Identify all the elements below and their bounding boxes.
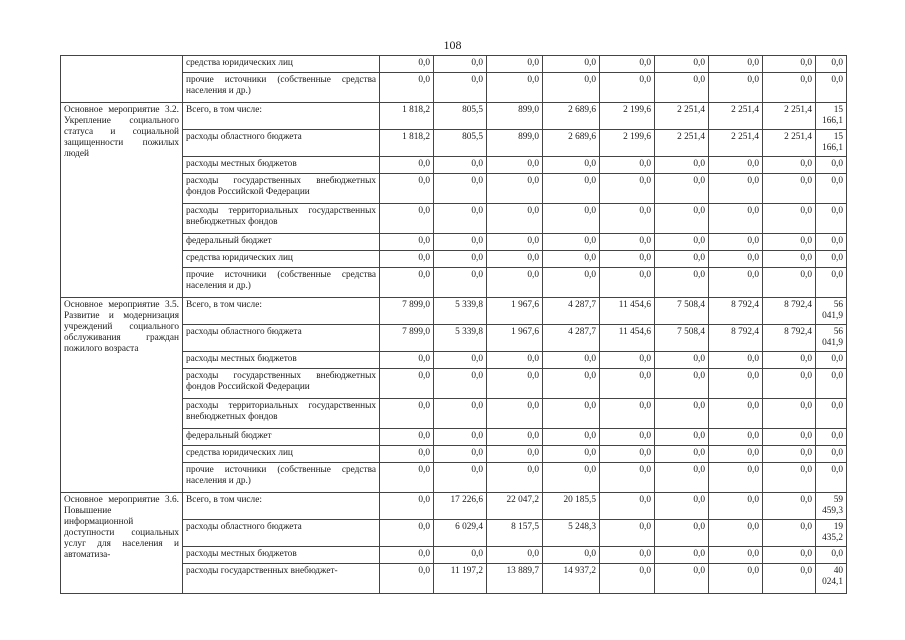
total-value: 0,0 bbox=[816, 204, 847, 234]
table-row bbox=[61, 298, 847, 325]
year-value: 0,0 bbox=[709, 520, 763, 547]
year-value: 0,0 bbox=[655, 463, 709, 493]
year-value: 2 689,6 bbox=[543, 103, 600, 130]
funding-source-label: прочие источники (собственные средства населения и др.) bbox=[183, 268, 380, 298]
year-value: 0,0 bbox=[655, 157, 709, 174]
funding-source-label: средства юридических лиц bbox=[183, 56, 380, 73]
funding-source-label: средства юридических лиц bbox=[183, 446, 380, 463]
year-value: 0,0 bbox=[487, 73, 543, 103]
year-value: 0,0 bbox=[487, 399, 543, 429]
year-value: 0,0 bbox=[600, 446, 655, 463]
total-value: 0,0 bbox=[816, 73, 847, 103]
year-value: 0,0 bbox=[709, 429, 763, 446]
year-value: 0,0 bbox=[380, 268, 434, 298]
year-value: 2 251,4 bbox=[763, 103, 816, 130]
funding-source-label: расходы государственных внебюджетных фондов Российской Федерации bbox=[183, 369, 380, 399]
year-value: 0,0 bbox=[763, 251, 816, 268]
year-value: 0,0 bbox=[655, 352, 709, 369]
year-value: 0,0 bbox=[655, 268, 709, 298]
year-value: 0,0 bbox=[763, 157, 816, 174]
total-value: 0,0 bbox=[816, 446, 847, 463]
year-value: 0,0 bbox=[763, 520, 816, 547]
year-value: 0,0 bbox=[763, 352, 816, 369]
year-value: 0,0 bbox=[763, 547, 816, 564]
year-value: 0,0 bbox=[543, 204, 600, 234]
year-value: 7 899,0 bbox=[380, 325, 434, 352]
year-value: 5 339,8 bbox=[434, 325, 487, 352]
funding-source-label: расходы областного бюджета bbox=[183, 130, 380, 157]
year-value: 1 818,2 bbox=[380, 130, 434, 157]
funding-source-label: расходы территориальных государственных внебюджетных фондов bbox=[183, 399, 380, 429]
year-value: 0,0 bbox=[543, 73, 600, 103]
funding-source-label: расходы местных бюджетов bbox=[183, 547, 380, 564]
year-value: 1 818,2 bbox=[380, 103, 434, 130]
year-value: 899,0 bbox=[487, 103, 543, 130]
total-value: 15 166,1 bbox=[816, 130, 847, 157]
year-value: 0,0 bbox=[434, 157, 487, 174]
year-value: 0,0 bbox=[434, 463, 487, 493]
year-value: 0,0 bbox=[434, 204, 487, 234]
year-value: 0,0 bbox=[434, 369, 487, 399]
year-value: 0,0 bbox=[655, 369, 709, 399]
year-value: 0,0 bbox=[709, 369, 763, 399]
year-value: 0,0 bbox=[763, 268, 816, 298]
year-value: 5 248,3 bbox=[543, 520, 600, 547]
year-value: 6 029,4 bbox=[434, 520, 487, 547]
year-value: 0,0 bbox=[709, 463, 763, 493]
year-value: 0,0 bbox=[763, 429, 816, 446]
funding-source-label: расходы местных бюджетов bbox=[183, 157, 380, 174]
year-value: 2 251,4 bbox=[763, 130, 816, 157]
funding-source-label: расходы государственных внебюджет- bbox=[183, 564, 380, 594]
year-value: 0,0 bbox=[655, 520, 709, 547]
year-value: 0,0 bbox=[655, 429, 709, 446]
funding-source-label: расходы территориальных государственных внебюджетных фондов bbox=[183, 204, 380, 234]
table-row bbox=[61, 56, 847, 73]
total-value: 56 041,9 bbox=[816, 298, 847, 325]
year-value: 0,0 bbox=[655, 564, 709, 594]
year-value: 5 339,8 bbox=[434, 298, 487, 325]
year-value: 11 454,6 bbox=[600, 298, 655, 325]
year-value: 0,0 bbox=[709, 251, 763, 268]
year-value: 2 251,4 bbox=[655, 130, 709, 157]
year-value: 14 937,2 bbox=[543, 564, 600, 594]
year-value: 0,0 bbox=[380, 463, 434, 493]
year-value: 0,0 bbox=[600, 352, 655, 369]
year-value: 7 508,4 bbox=[655, 298, 709, 325]
funding-source-label: расходы областного бюджета bbox=[183, 325, 380, 352]
funding-source-label: прочие источники (собственные средства населения и др.) bbox=[183, 463, 380, 493]
year-value: 0,0 bbox=[380, 399, 434, 429]
year-value: 0,0 bbox=[434, 174, 487, 204]
activity-title: Основное мероприятие 3.2. Укрепление социального статуса и социальной защищенности пожилых людей bbox=[61, 103, 183, 298]
year-value: 2 251,4 bbox=[709, 103, 763, 130]
year-value: 0,0 bbox=[763, 564, 816, 594]
year-value: 0,0 bbox=[543, 446, 600, 463]
year-value: 0,0 bbox=[543, 399, 600, 429]
year-value: 0,0 bbox=[380, 157, 434, 174]
year-value: 0,0 bbox=[763, 463, 816, 493]
year-value: 0,0 bbox=[655, 56, 709, 73]
year-value: 0,0 bbox=[543, 547, 600, 564]
year-value: 0,0 bbox=[543, 157, 600, 174]
year-value: 0,0 bbox=[380, 352, 434, 369]
year-value: 0,0 bbox=[543, 268, 600, 298]
total-value: 0,0 bbox=[816, 234, 847, 251]
activity-title bbox=[61, 56, 183, 103]
year-value: 805,5 bbox=[434, 103, 487, 130]
year-value: 0,0 bbox=[380, 251, 434, 268]
year-value: 0,0 bbox=[487, 463, 543, 493]
year-value: 0,0 bbox=[543, 56, 600, 73]
year-value: 0,0 bbox=[487, 234, 543, 251]
year-value: 0,0 bbox=[380, 73, 434, 103]
year-value: 8 157,5 bbox=[487, 520, 543, 547]
year-value: 0,0 bbox=[655, 399, 709, 429]
total-value: 0,0 bbox=[816, 157, 847, 174]
year-value: 2 199,6 bbox=[600, 103, 655, 130]
activity-title: Основное мероприятие 3.6. Повышение информационной доступности социальных услуг для населения и автоматиза- bbox=[61, 493, 183, 594]
year-value: 0,0 bbox=[709, 268, 763, 298]
funding-source-label: средства юридических лиц bbox=[183, 251, 380, 268]
year-value: 0,0 bbox=[709, 204, 763, 234]
year-value: 0,0 bbox=[434, 429, 487, 446]
year-value: 0,0 bbox=[543, 352, 600, 369]
funding-source-label: прочие источники (собственные средства населения и др.) bbox=[183, 73, 380, 103]
table-row bbox=[61, 103, 847, 130]
year-value: 0,0 bbox=[380, 446, 434, 463]
year-value: 17 226,6 bbox=[434, 493, 487, 520]
year-value: 0,0 bbox=[600, 234, 655, 251]
year-value: 13 889,7 bbox=[487, 564, 543, 594]
year-value: 7 508,4 bbox=[655, 325, 709, 352]
year-value: 0,0 bbox=[543, 174, 600, 204]
year-value: 2 199,6 bbox=[600, 130, 655, 157]
total-value: 0,0 bbox=[816, 463, 847, 493]
total-value: 59 459,3 bbox=[816, 493, 847, 520]
year-value: 0,0 bbox=[380, 520, 434, 547]
year-value: 0,0 bbox=[434, 268, 487, 298]
year-value: 0,0 bbox=[434, 446, 487, 463]
year-value: 0,0 bbox=[655, 251, 709, 268]
year-value: 20 185,5 bbox=[543, 493, 600, 520]
year-value: 0,0 bbox=[434, 399, 487, 429]
year-value: 1 967,6 bbox=[487, 325, 543, 352]
year-value: 0,0 bbox=[600, 493, 655, 520]
funding-source-label: Всего, в том числе: bbox=[183, 298, 380, 325]
year-value: 2 689,6 bbox=[543, 130, 600, 157]
year-value: 0,0 bbox=[434, 352, 487, 369]
total-value: 0,0 bbox=[816, 174, 847, 204]
year-value: 805,5 bbox=[434, 130, 487, 157]
total-value: 0,0 bbox=[816, 352, 847, 369]
year-value: 0,0 bbox=[487, 547, 543, 564]
year-value: 0,0 bbox=[709, 157, 763, 174]
year-value: 0,0 bbox=[655, 204, 709, 234]
year-value: 0,0 bbox=[487, 174, 543, 204]
total-value: 0,0 bbox=[816, 399, 847, 429]
year-value: 0,0 bbox=[380, 429, 434, 446]
year-value: 0,0 bbox=[543, 251, 600, 268]
table-row bbox=[61, 493, 847, 520]
activity-title: Основное мероприятие 3.5. Развитие и модернизация учреждений социального обслуживания граждан пожилого возраста bbox=[61, 298, 183, 493]
funding-table bbox=[60, 55, 847, 594]
year-value: 0,0 bbox=[434, 547, 487, 564]
year-value: 0,0 bbox=[380, 56, 434, 73]
year-value: 0,0 bbox=[380, 234, 434, 251]
year-value: 0,0 bbox=[763, 399, 816, 429]
year-value: 8 792,4 bbox=[763, 325, 816, 352]
year-value: 0,0 bbox=[380, 369, 434, 399]
year-value: 0,0 bbox=[763, 174, 816, 204]
year-value: 4 287,7 bbox=[543, 325, 600, 352]
year-value: 0,0 bbox=[763, 369, 816, 399]
year-value: 0,0 bbox=[487, 429, 543, 446]
total-value: 0,0 bbox=[816, 369, 847, 399]
year-value: 22 047,2 bbox=[487, 493, 543, 520]
year-value: 0,0 bbox=[600, 463, 655, 493]
total-value: 0,0 bbox=[816, 547, 847, 564]
year-value: 0,0 bbox=[600, 399, 655, 429]
year-value: 11 454,6 bbox=[600, 325, 655, 352]
year-value: 0,0 bbox=[600, 157, 655, 174]
year-value: 0,0 bbox=[763, 234, 816, 251]
year-value: 0,0 bbox=[380, 493, 434, 520]
year-value: 0,0 bbox=[487, 369, 543, 399]
year-value: 0,0 bbox=[655, 234, 709, 251]
year-value: 0,0 bbox=[655, 174, 709, 204]
year-value: 0,0 bbox=[487, 56, 543, 73]
year-value: 0,0 bbox=[763, 493, 816, 520]
funding-source-label: Всего, в том числе: bbox=[183, 493, 380, 520]
funding-source-label: федеральный бюджет bbox=[183, 429, 380, 446]
year-value: 0,0 bbox=[763, 56, 816, 73]
year-value: 0,0 bbox=[600, 547, 655, 564]
year-value: 0,0 bbox=[380, 204, 434, 234]
year-value: 4 287,7 bbox=[543, 298, 600, 325]
year-value: 0,0 bbox=[709, 493, 763, 520]
year-value: 0,0 bbox=[434, 73, 487, 103]
year-value: 0,0 bbox=[487, 268, 543, 298]
year-value: 0,0 bbox=[709, 174, 763, 204]
year-value: 8 792,4 bbox=[763, 298, 816, 325]
year-value: 899,0 bbox=[487, 130, 543, 157]
year-value: 0,0 bbox=[655, 547, 709, 564]
year-value: 0,0 bbox=[600, 369, 655, 399]
year-value: 0,0 bbox=[380, 564, 434, 594]
year-value: 0,0 bbox=[763, 204, 816, 234]
total-value: 0,0 bbox=[816, 268, 847, 298]
year-value: 0,0 bbox=[709, 399, 763, 429]
year-value: 8 792,4 bbox=[709, 325, 763, 352]
year-value: 0,0 bbox=[600, 73, 655, 103]
year-value: 0,0 bbox=[434, 56, 487, 73]
year-value: 0,0 bbox=[655, 493, 709, 520]
year-value: 0,0 bbox=[380, 547, 434, 564]
year-value: 0,0 bbox=[763, 446, 816, 463]
year-value: 2 251,4 bbox=[655, 103, 709, 130]
year-value: 0,0 bbox=[763, 73, 816, 103]
year-value: 11 197,2 bbox=[434, 564, 487, 594]
total-value: 0,0 bbox=[816, 429, 847, 446]
year-value: 0,0 bbox=[487, 446, 543, 463]
year-value: 0,0 bbox=[487, 352, 543, 369]
year-value: 8 792,4 bbox=[709, 298, 763, 325]
total-value: 15 166,1 bbox=[816, 103, 847, 130]
year-value: 0,0 bbox=[487, 157, 543, 174]
year-value: 0,0 bbox=[709, 446, 763, 463]
year-value: 0,0 bbox=[709, 564, 763, 594]
year-value: 0,0 bbox=[600, 251, 655, 268]
funding-source-label: расходы местных бюджетов bbox=[183, 352, 380, 369]
year-value: 2 251,4 bbox=[709, 130, 763, 157]
year-value: 0,0 bbox=[655, 73, 709, 103]
year-value: 0,0 bbox=[487, 204, 543, 234]
total-value: 0,0 bbox=[816, 56, 847, 73]
year-value: 0,0 bbox=[543, 429, 600, 446]
year-value: 0,0 bbox=[655, 446, 709, 463]
funding-source-label: Всего, в том числе: bbox=[183, 103, 380, 130]
funding-source-label: расходы областного бюджета bbox=[183, 520, 380, 547]
year-value: 0,0 bbox=[600, 174, 655, 204]
total-value: 19 435,2 bbox=[816, 520, 847, 547]
year-value: 0,0 bbox=[709, 73, 763, 103]
year-value: 0,0 bbox=[434, 251, 487, 268]
year-value: 0,0 bbox=[600, 564, 655, 594]
year-value: 0,0 bbox=[543, 234, 600, 251]
year-value: 0,0 bbox=[709, 56, 763, 73]
year-value: 0,0 bbox=[380, 174, 434, 204]
year-value: 0,0 bbox=[709, 234, 763, 251]
year-value: 0,0 bbox=[600, 429, 655, 446]
year-value: 0,0 bbox=[543, 369, 600, 399]
year-value: 0,0 bbox=[600, 520, 655, 547]
funding-source-label: федеральный бюджет bbox=[183, 234, 380, 251]
page-number: 108 bbox=[443, 38, 462, 52]
year-value: 0,0 bbox=[543, 463, 600, 493]
total-value: 0,0 bbox=[816, 251, 847, 268]
total-value: 40 024,1 bbox=[816, 564, 847, 594]
year-value: 1 967,6 bbox=[487, 298, 543, 325]
year-value: 0,0 bbox=[709, 352, 763, 369]
year-value: 0,0 bbox=[434, 234, 487, 251]
year-value: 7 899,0 bbox=[380, 298, 434, 325]
funding-source-label: расходы государственных внебюджетных фондов Российской Федерации bbox=[183, 174, 380, 204]
total-value: 56 041,9 bbox=[816, 325, 847, 352]
year-value: 0,0 bbox=[709, 547, 763, 564]
year-value: 0,0 bbox=[487, 251, 543, 268]
year-value: 0,0 bbox=[600, 268, 655, 298]
year-value: 0,0 bbox=[600, 204, 655, 234]
year-value: 0,0 bbox=[600, 56, 655, 73]
